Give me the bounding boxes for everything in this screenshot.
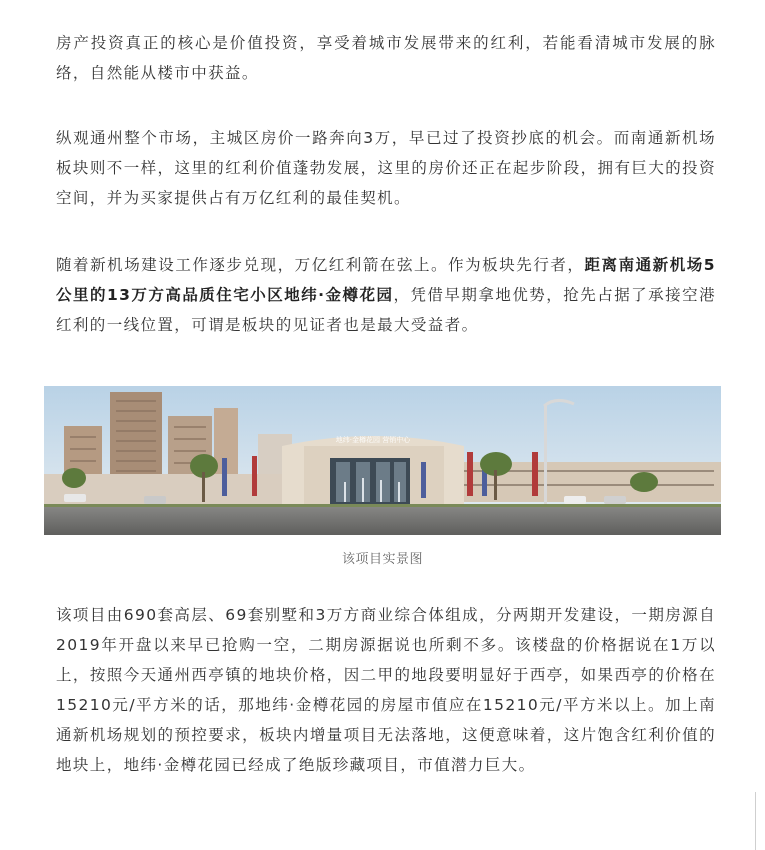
project-photo <box>44 386 721 535</box>
paragraph-project-highlight: 距离南通新机场5公里的13万方高品质住宅小区地纬·金樽花园 <box>56 256 716 304</box>
paragraph-project-intro <box>56 250 716 340</box>
paragraph-market: 纵观通州整个市场，主城区房价一路奔向3万，早已过了投资抄底的机会。而南通新机场板块则不一样，这里的红利价值蓬勃发展，这里的房价还正在起步阶段，拥有巨大的投资空间，并为买家提供占有万亿红利的最佳契机。 <box>56 129 716 207</box>
paragraph-project-tail: ，凭借早期拿地优势，抢先占据了承接空港红利的一线位置，可谓是板块的见证者也是最大受益者。 <box>56 286 717 334</box>
paragraph-intro: 房产投资真正的核心是价值投资，享受着城市发展带来的红利，若能看清城市发展的脉络，自然能从楼市中获益。 <box>56 34 716 82</box>
sales-center-building <box>282 435 464 504</box>
photo-caption: 该项目实景图 <box>341 552 423 567</box>
page-edge-divider <box>755 792 756 850</box>
sales-center-sign: 地纬·金樽花园 营销中心 <box>335 436 411 444</box>
paragraph-project-lead: 随着新机场建设工作逐步兑现，万亿红利箭在弦上。作为板块先行者， <box>56 256 585 274</box>
paragraph-project-details: 该项目由690套高层、69套别墅和3万方商业综合体组成，分两期开发建设，一期房源自2019年开盘以来早已抢购一空，二期房源据说也所剩不多。该楼盘的价格据说在1万以上，按照今天通州西亭镇的地块价格，因二甲的地段要明显好于西亭，如果西亭的价格在15210元/平方米的话，那地纬·金樽花园的房屋市值应在15210元/平方米以上。加上南通新机场规划的预控要求，板块内增量项目无法落地，这便意味着，这片饱含红利价值的地块上，地纬·金樽花园已经成了绝版珍藏项目，市值潜力巨大。 <box>56 606 716 774</box>
